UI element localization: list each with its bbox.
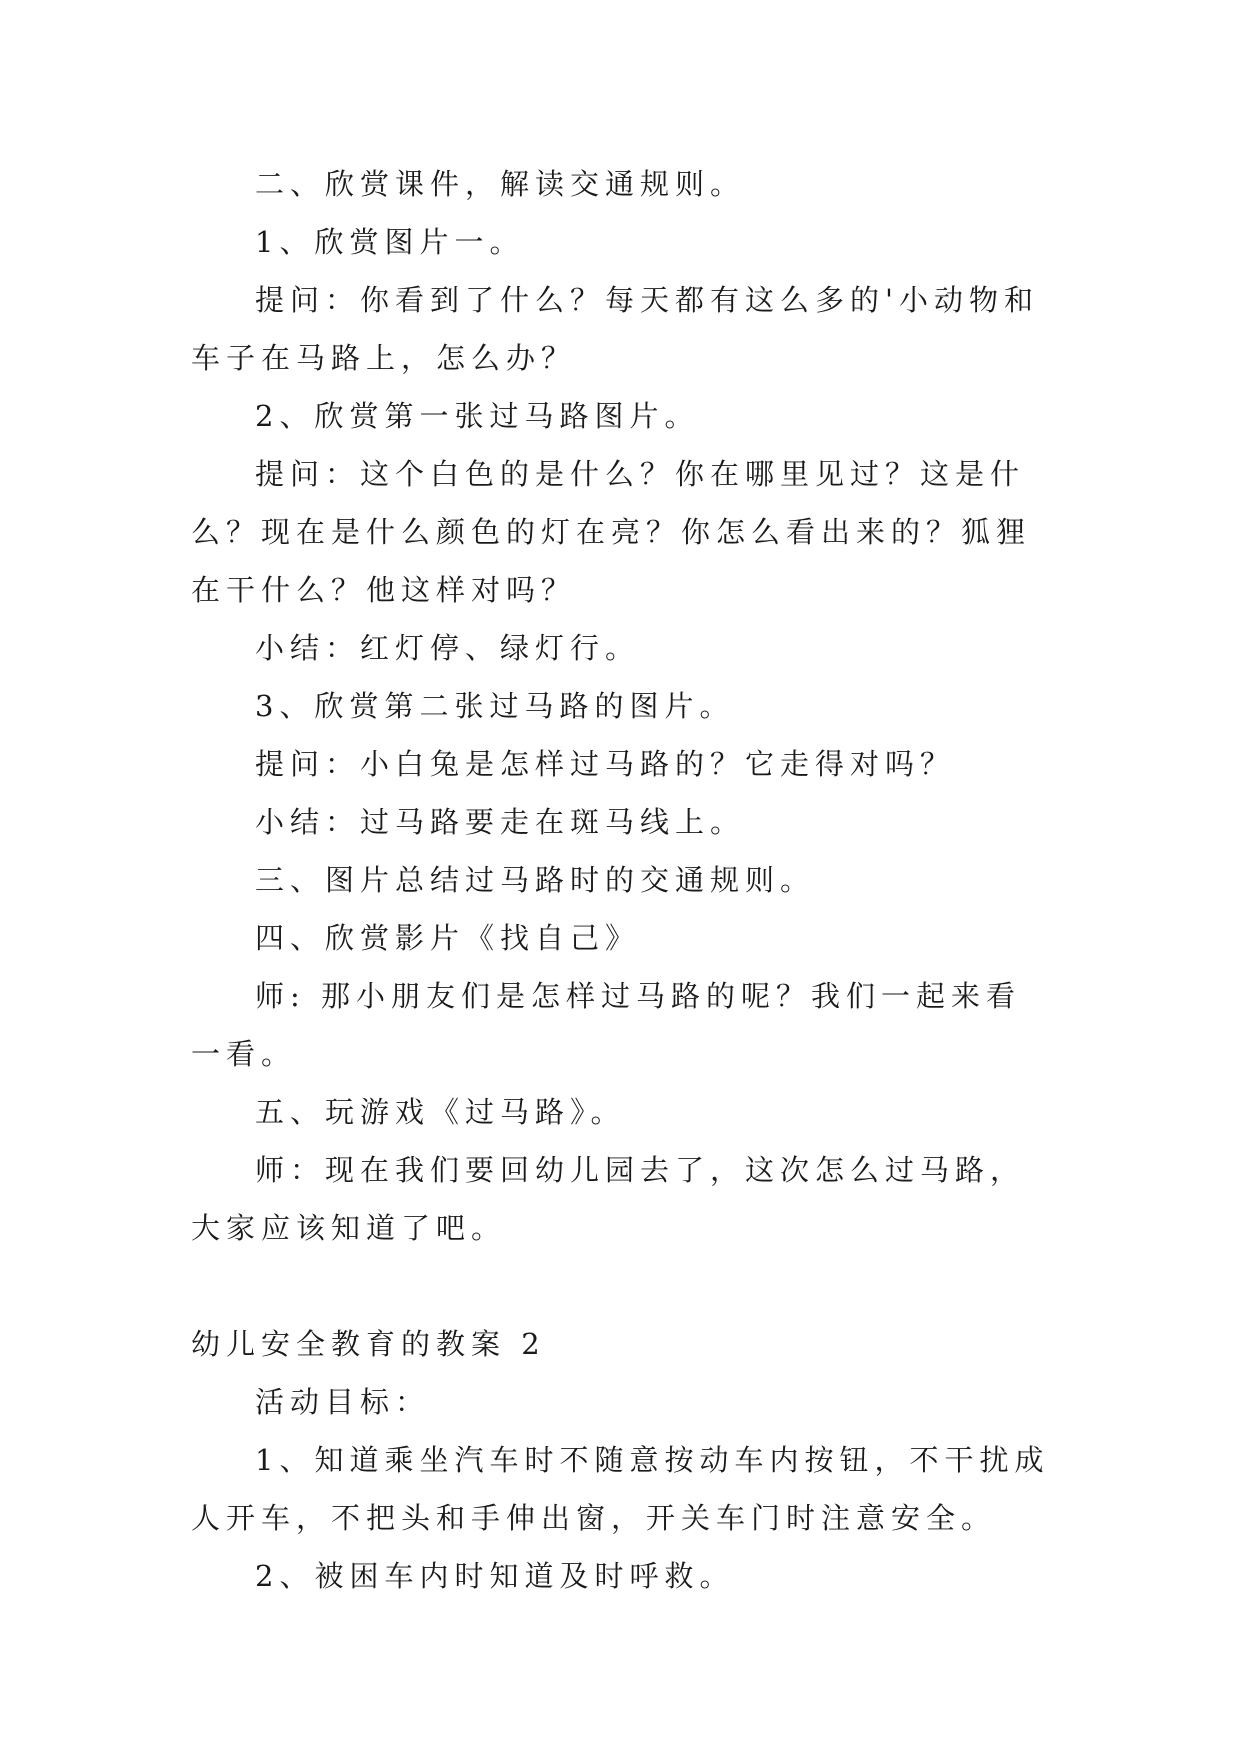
paragraph-step-3: 3、欣赏第二张过马路的图片。 <box>255 689 735 723</box>
document-body <box>191 155 1051 1605</box>
paragraph-step-1: 1、欣赏图片一。 <box>255 225 525 259</box>
section-spacer <box>191 1257 1051 1315</box>
paragraph-question-3: 提问：小白兔是怎样过马路的？它走得对吗？ <box>255 747 956 781</box>
paragraph-objectives-label: 活动目标： <box>255 1385 431 1419</box>
paragraph-teacher-1: 师: 那小朋友们是怎样过马路的呢？我们一起来看一看。 <box>191 979 1021 1071</box>
paragraph-step-2: 2、欣赏第一张过马路图片。 <box>255 399 700 433</box>
paragraph-section-four: 四、欣赏影片《找自己》 <box>255 921 641 955</box>
section-heading: 幼儿安全教育的教案 2 <box>191 1327 546 1361</box>
paragraph-teacher-2: 师：现在我们要回幼儿园去了，这次怎么过马路，大家应该知道了吧。 <box>191 1153 1026 1245</box>
paragraph-section-two: 二、欣赏课件，解读交通规则。 <box>255 167 746 201</box>
paragraph-question-1: 提问：你看到了什么？每天都有这么多的'小动物和车子在马路上，怎么办？ <box>191 283 1039 375</box>
paragraph-section-three: 三、图片总结过马路时的交通规则。 <box>255 863 816 897</box>
paragraph-objective-2: 2、被困车内时知道及时呼救。 <box>255 1559 735 1593</box>
paragraph-question-2: 提问：这个白色的是什么？你在哪里见过？这是什么？现在是什么颜色的灯在亮？你怎么看出来的？狐狸在干什么？他这样对吗？ <box>191 457 1032 607</box>
paragraph-section-five: 五、玩游戏《过马路》。 <box>255 1095 626 1129</box>
paragraph-objective-1: 1、知道乘坐汽车时不随意按动车内按钮，不干扰成人开车，不把头和手伸出窗，开关车门时注意安全。 <box>191 1443 1050 1535</box>
paragraph-summary-2: 小结：过马路要走在斑马线上。 <box>255 805 746 839</box>
paragraph-summary-1: 小结：红灯停、绿灯行。 <box>255 631 641 665</box>
